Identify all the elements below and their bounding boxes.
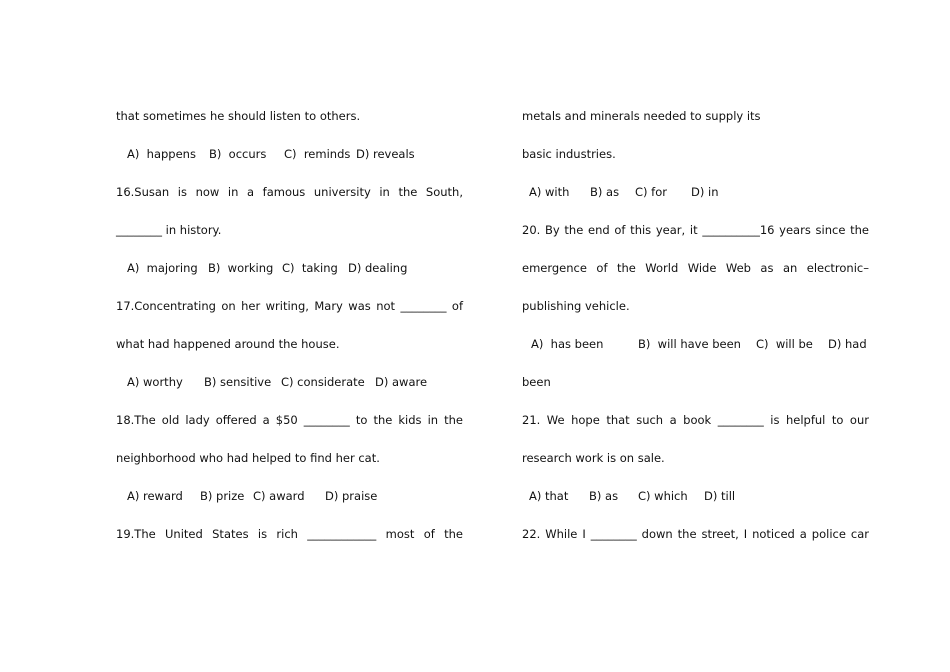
question-17-cont: what had happened around the house. — [116, 337, 340, 351]
option-d: D) till — [704, 489, 736, 503]
question-22: 22. While I ________ down the street, I noticed a police car — [522, 527, 869, 541]
question-18: 18.The old lady offered a $50 ________ to the kids in the — [116, 413, 463, 427]
option-b: B) as — [590, 185, 620, 199]
option-d: D) had — [828, 337, 867, 351]
option-a: A) that — [529, 489, 569, 503]
option-a: A) majoring — [127, 261, 198, 275]
option-d: D) praise — [325, 489, 378, 503]
q21-options — [522, 486, 869, 524]
option-c: C) considerate — [281, 375, 365, 389]
question-16: 16.Susan is now in a famous university in the South, — [116, 185, 463, 199]
question-20: 20. By the end of this year, it __________16 years since the — [522, 223, 869, 237]
option-c: C) will be — [756, 337, 813, 351]
q20-options — [522, 334, 869, 372]
q16-options — [116, 258, 463, 296]
q17-options — [116, 372, 463, 410]
option-d: D) aware — [375, 375, 428, 389]
option-b: B) prize — [200, 489, 245, 503]
option-c: C) for — [635, 185, 667, 199]
option-c: C) award — [253, 489, 305, 503]
option-a: A) reward — [127, 489, 183, 503]
option-b: B) occurs — [209, 147, 267, 161]
option-a: A) with — [529, 185, 570, 199]
option-c: C) which — [638, 489, 688, 503]
option-a: A) happens — [127, 147, 196, 161]
text-line: that sometimes he should listen to others. — [116, 109, 361, 123]
text-line: basic industries. — [522, 147, 616, 161]
question-20-cont: emergence of the World Wide Web as an electronic– — [522, 261, 869, 275]
q19-options — [522, 182, 869, 220]
option-b: B) as — [589, 489, 619, 503]
option-c: C) reminds — [284, 147, 351, 161]
question-18-cont: neighborhood who had helped to find her cat. — [116, 451, 380, 465]
option-d: D) dealing — [348, 261, 408, 275]
option-b: B) will have been — [638, 337, 741, 351]
option-c: C) taking — [282, 261, 338, 275]
option-a: A) has been — [531, 337, 604, 351]
option-b: B) working — [208, 261, 274, 275]
option-b: B) sensitive — [204, 375, 272, 389]
option-a: A) worthy — [127, 375, 183, 389]
q18-options — [116, 486, 463, 524]
option-d: D) reveals — [356, 147, 415, 161]
question-16-cont: ________ in history. — [116, 223, 222, 237]
question-20-cont2: publishing vehicle. — [522, 299, 630, 313]
right-column — [522, 106, 869, 562]
question-21-cont: research work is on sale. — [522, 451, 665, 465]
option-d: D) in — [691, 185, 719, 199]
question-21: 21. We hope that such a book ________ is helpful to our — [522, 413, 869, 427]
q15-options — [116, 144, 463, 182]
text-line: metals and minerals needed to supply its — [522, 109, 761, 123]
question-17: 17.Concentrating on her writing, Mary was not ________ of — [116, 299, 463, 313]
left-column — [116, 106, 463, 562]
question-19: 19.The United States is rich ____________ most of the — [116, 527, 463, 541]
q20-options-cont: been — [522, 375, 551, 389]
